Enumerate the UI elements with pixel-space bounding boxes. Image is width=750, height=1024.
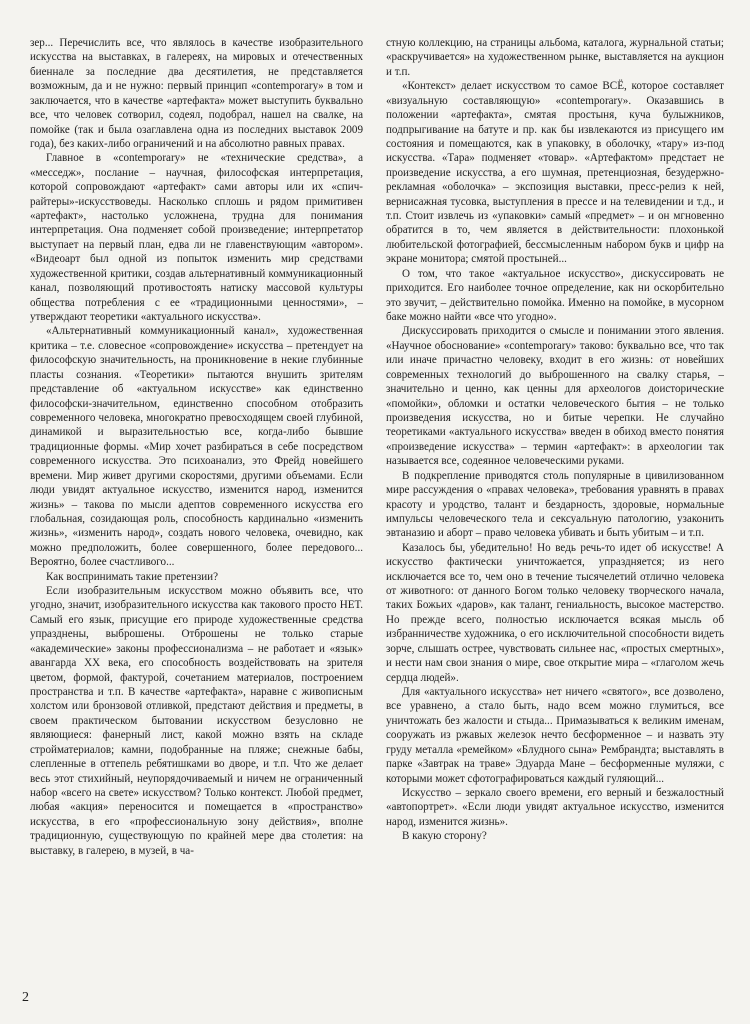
paragraph: В подкрепление приводятся столь популярные в цивилизованном мире рассуждения о «правах человека», требования уравнять в правах красоту и уродство, талант и бездарность, здоровые, нормальные импульсы человеческого тела и сексуальную патологию, узаконить эвтаназию и аборт – право человека убивать и быть убитым – и т.п. — [386, 469, 724, 540]
paragraph: Главное в «contemporary» не «технические средства», а «месседж», послание – научная, философская интерпретация, которой сопровождают «артефакт» сами авторы или их «спич-райтеры»-искусствоведы. Насколько сплошь и рядом примитивен «артефакт», настолько усложнена, трудна для понимания интерпретация. Она подменяет собой произведение; интерпретатор выступает на первый план, едва ли не главенствующим «автором». «Видеоарт был одной из попыток изменить мир средствами художественной критики, создав альтернативный коммуникационный канал, позволяющий противостоять натиску массовой культуры общества потребления с ее «традиционными ценностями», – утверждают теоретики «актуального искусства». — [30, 152, 363, 324]
paragraph: «Альтернативный коммуникационный канал», художественная критика – т.е. словесное «сопровождение» искусства – претендует на философскую значительность, на проникновение в некие глубинные пласты сознания. «Теоретики» пытаются внушить зрителям представление об «актуальном искусстве» как единственно философски-значительном, единственно способном отобразить современного человека, многократно превосходящем своей глубиной, динамикой и выразительностью все, когда-либо бывшие традиционные формы. «Мир хочет разбираться в себе посредством современного искусства. Это психоанализ, это Фрейд новейшего времени. Мир живет другими скоростями, другими объемами. Если люди увидят актуальное искусство, изменится народ, изменится жизнь» – такова по мысли адептов современного искусства его глобальная, созидающая роль, способность кардинально «изменить жизнь», «изменить народ», создать нового человека, очевидно, как можно предположить, более совершенного, более передового... Вероятно, более счастливого... — [30, 325, 363, 569]
paragraph: Казалось бы, убедительно! Но ведь речь-то идет об искусстве! А искусство фактически уничтожается, упраздняется; из него исключается все то, чем оно в течение тысячелетий отлично человека от животного: от данного Богом только человеку творческого начала, таких Божьих «даров», как талант, гениальность, высокое мастерство. Но прежде всего, полностью исключается всякая мысль об избранничестве художника, о его исключительной способности видеть зорче, слышать острее, чувствовать сильнее нас, «простых смертных», и нести нам свои знания о мире, свое открытие мира – «глаголом жечь сердца людей». — [386, 541, 724, 684]
paragraph: зер... Перечислить все, что являлось в качестве изобразительного искусства на выставках, в галереях, на мировых и отечественных биеннале за последние два десятилетия, не представляется возможным, да и не нужно: первый принцип «contemporary» в том и заключается, что в качестве «артефакта» может выступить буквально все, что человек сотворил, содеял, подобрал, нашел на свалке, на помойке (так и была озаглавлена одна из последних выставок 2009 года), без каких-либо ограничений и на абсолютно равных правах. — [30, 37, 363, 150]
paragraph: О том, что такое «актуальное искусство», дискуссировать не приходится. Его наиболее точное определение, как ни оскорбительно это звучит, – действительно помойка. Именно на помойке, в мусорном баке можно найти «все что угодно». — [386, 267, 724, 324]
left-text-column — [30, 36, 363, 972]
page-number: 2 — [22, 990, 29, 1005]
paragraph: Искусство – зеркало своего времени, его верный и безжалостный «автопортрет». «Если люди увидят актуальное искусство, изменится народ, изменится жизнь». — [386, 786, 724, 828]
paragraph: Если изобразительным искусством можно объявить все, что угодно, значит, изобразительного искусства как такового просто НЕТ. Самый его язык, присущие его природе художественные средства упразднены, выброшены. Отброшены не только старые «академические» законы профессионализма – не работает и «язык» авангарда ХХ века, его способность воздействовать на зрителя цветом, формой, фактурой, сочетанием материалов, построением пространства и т.п. В качестве «артефакта», наравне с живописным холстом или бронзовой отливкой, предстают действия и предметы, в своем практическом бытовании искусством безусловно не являющиеся: фанерный лист, какой можно взять на складе стройматериалов; камни, подобранные на пляже; снежные бабы, слепленные в оттепель ребятишками во дворе, и т.п. Что же делает весь этот стихийный, неупорядочиваемый и ничем не ограниченный набор «всего на свете» искусством? Только контекст. Любой предмет, любая «акция» переносится и помещается в «пространство» искусства, в его «профессиональную зону действия», вполне традиционную, существующую по крайней мере два столетия: на выставку, в галерею, в музей, в ча- — [30, 585, 363, 857]
paragraph: «Контекст» делает искусством то самое ВСЁ, которое составляет «визуальную составляющую» «contemporary». Оказавшись в положении «артефакта», смятая простыня, куча булыжников, подпрыгивание на батуте и пр. как бы извлекаются из присущего им состояния и помещаются, как в упаковку, в оболочку, «тару» из-под искусства. «Тара» подменяет «товар». «Артефактом» предстает не произведение искусства, а его шумная, претенциозная, безудержно-рекламная «оболочка» – экспозиция выставки, пресс-релиз к ней, вернисажная тусовка, выступления в прессе и на телевидении и т.д., и т.п. Стоит извлечь из «упаковки» самый «предмет» – и он мгновенно обратится в то, чем является в действительности: плохонькой любительской фотографией, бессмысленным набором букв и цифр на экране монитора; смятой простыней... — [386, 80, 724, 266]
paragraph: В какую сторону? — [402, 830, 487, 843]
paragraph: Для «актуального искусства» нет ничего «святого», все дозволено, все уравнено, а стало быть, надо всем можно глумиться, все уничтожать без жалости и стыда... Примазываться к великим именам, сооружать из ржавых железок нечто бесформенное – и назвать эту груду металла «ремейком» «Блудного сына» Рембрандта; выставлять в парке «Завтрак на траве» Эдуарда Мане – бесформенные муляжи, с которыми может сфотографироваться каждый гуляющий... — [386, 685, 724, 785]
right-text-column — [386, 36, 724, 972]
paragraph: Как воспринимать такие претензии? — [46, 570, 219, 583]
paragraph: стную коллекцию, на страницы альбома, каталога, журнальной статьи; «раскручивается» на художественном рынке, выставляется на аукцион и т.п. — [386, 37, 724, 78]
paragraph: Дискуссировать приходится о смысле и понимании этого явления. «Научное обоснование» «contemporary» таково: буквально все, что так или иначе причастно человеку, входит в его жизнь: от новейших современных технологий до выброшенного на свалку старья, – значительно и ценно, как ценны для археологов доисторические «помойки», обломки и остатки человеческого бытия – не только произведения искусства, но и битые черепки. Не случайно теоретиками «актуального искусства» введен в обиход вместо понятия «произведение искусства» – термин «артефакт»: в археологии так называется все, содеянное человеческими руками. — [386, 325, 724, 468]
